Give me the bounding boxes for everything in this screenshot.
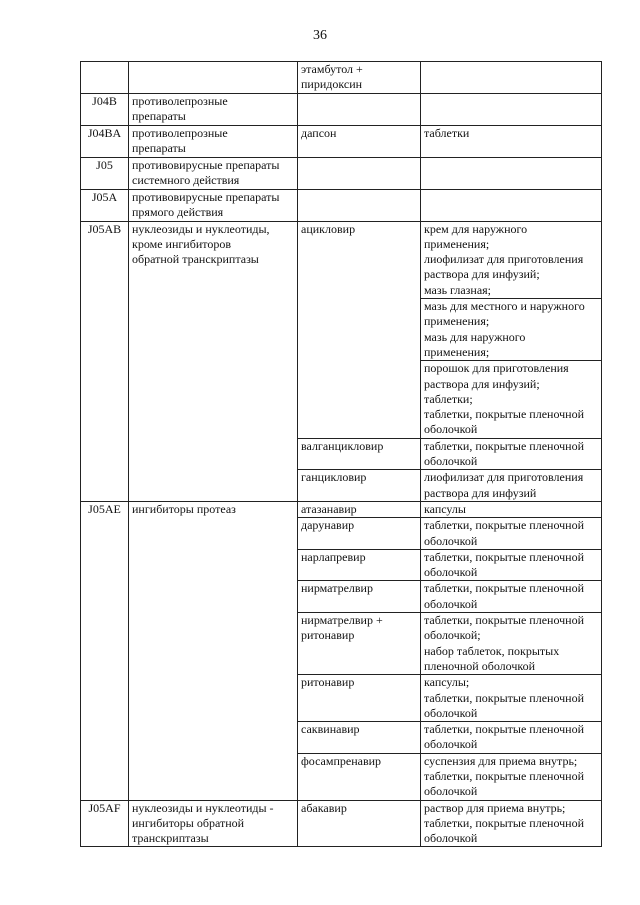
drug-table-body bbox=[81, 62, 602, 847]
atc-code-cell: J05A bbox=[81, 189, 129, 221]
dosage-forms-cell: крем для наружного применения; лиофилизат для приготовления раствора для инфузий; мазь глазная; bbox=[421, 221, 602, 298]
drug-name-cell: дарунавир bbox=[298, 518, 421, 550]
dosage-forms-cell bbox=[421, 94, 602, 126]
dosage-forms-cell: капсулы bbox=[421, 501, 602, 517]
drug-table bbox=[80, 61, 602, 847]
drug-name-cell: валганцикловир bbox=[298, 438, 421, 470]
dosage-forms-cell bbox=[421, 62, 602, 94]
dosage-forms-cell: капсулы; таблетки, покрытые пленочной оболочкой bbox=[421, 675, 602, 722]
dosage-forms-cell: суспензия для приема внутрь; таблетки, покрытые пленочной оболочкой bbox=[421, 753, 602, 800]
table-row bbox=[81, 157, 602, 189]
drug-name-cell: ритонавир bbox=[298, 675, 421, 722]
dosage-forms-cell: порошок для приготовления раствора для инфузий; таблетки; таблетки, покрытые пленочной оболочкой bbox=[421, 361, 602, 438]
dosage-forms-cell: таблетки bbox=[421, 126, 602, 158]
table-row bbox=[81, 126, 602, 158]
drug-name-cell bbox=[298, 157, 421, 189]
drug-name-cell: нирматрелвир bbox=[298, 581, 421, 613]
drug-name-cell: саквинавир bbox=[298, 722, 421, 754]
group-name-cell: ингибиторы протеаз bbox=[129, 501, 298, 800]
dosage-forms-cell: таблетки, покрытые пленочной оболочкой bbox=[421, 722, 602, 754]
drug-name-cell: атазанавир bbox=[298, 501, 421, 517]
group-name-cell: нуклеозиды и нуклеотиды - ингибиторы обратной транскриптазы bbox=[129, 800, 298, 847]
atc-code-cell: J05AF bbox=[81, 800, 129, 847]
dosage-forms-cell: таблетки, покрытые пленочной оболочкой bbox=[421, 549, 602, 581]
dosage-forms-cell: таблетки, покрытые пленочной оболочкой bbox=[421, 518, 602, 550]
drug-name-cell: ганцикловир bbox=[298, 470, 421, 502]
drug-name-cell: абакавир bbox=[298, 800, 421, 847]
drug-name-cell: этамбутол + пиридоксин bbox=[298, 62, 421, 94]
table-row bbox=[81, 800, 602, 847]
group-name-cell bbox=[129, 62, 298, 94]
dosage-forms-cell: таблетки, покрытые пленочной оболочкой bbox=[421, 581, 602, 613]
atc-code-cell: J05 bbox=[81, 157, 129, 189]
drug-name-cell bbox=[298, 189, 421, 221]
table-row bbox=[81, 189, 602, 221]
group-name-cell: противолепрозные препараты bbox=[129, 126, 298, 158]
table-row bbox=[81, 501, 602, 517]
group-name-cell: нуклеозиды и нуклеотиды, кроме ингибиторов обратной транскриптазы bbox=[129, 221, 298, 501]
atc-code-cell: J04BA bbox=[81, 126, 129, 158]
drug-name-cell: нарлапревир bbox=[298, 549, 421, 581]
page-number: 36 bbox=[313, 28, 327, 43]
atc-code-cell: J05AE bbox=[81, 501, 129, 800]
drug-name-cell: дапсон bbox=[298, 126, 421, 158]
group-name-cell: противолепрозные препараты bbox=[129, 94, 298, 126]
dosage-forms-cell: лиофилизат для приготовления раствора для инфузий bbox=[421, 470, 602, 502]
table-row bbox=[81, 94, 602, 126]
table-row bbox=[81, 62, 602, 94]
group-name-cell: противовирусные препараты системного действия bbox=[129, 157, 298, 189]
atc-code-cell: J04B bbox=[81, 94, 129, 126]
dosage-forms-cell: таблетки, покрытые пленочной оболочкой; набор таблеток, покрытых пленочной оболочкой bbox=[421, 613, 602, 675]
atc-code-cell: J05AB bbox=[81, 221, 129, 501]
drug-name-cell: ацикловир bbox=[298, 221, 421, 438]
atc-code-cell bbox=[81, 62, 129, 94]
dosage-forms-cell: таблетки, покрытые пленочной оболочкой bbox=[421, 438, 602, 470]
drug-name-cell: фосампренавир bbox=[298, 753, 421, 800]
dosage-forms-cell bbox=[421, 157, 602, 189]
table-row bbox=[81, 221, 602, 298]
dosage-forms-cell: мазь для местного и наружного применения; мазь для наружного применения; bbox=[421, 299, 602, 361]
drug-name-cell: нирматрелвир + ритонавир bbox=[298, 613, 421, 675]
drug-name-cell bbox=[298, 94, 421, 126]
dosage-forms-cell: раствор для приема внутрь; таблетки, покрытые пленочной оболочкой bbox=[421, 800, 602, 847]
dosage-forms-cell bbox=[421, 189, 602, 221]
group-name-cell: противовирусные препараты прямого действия bbox=[129, 189, 298, 221]
